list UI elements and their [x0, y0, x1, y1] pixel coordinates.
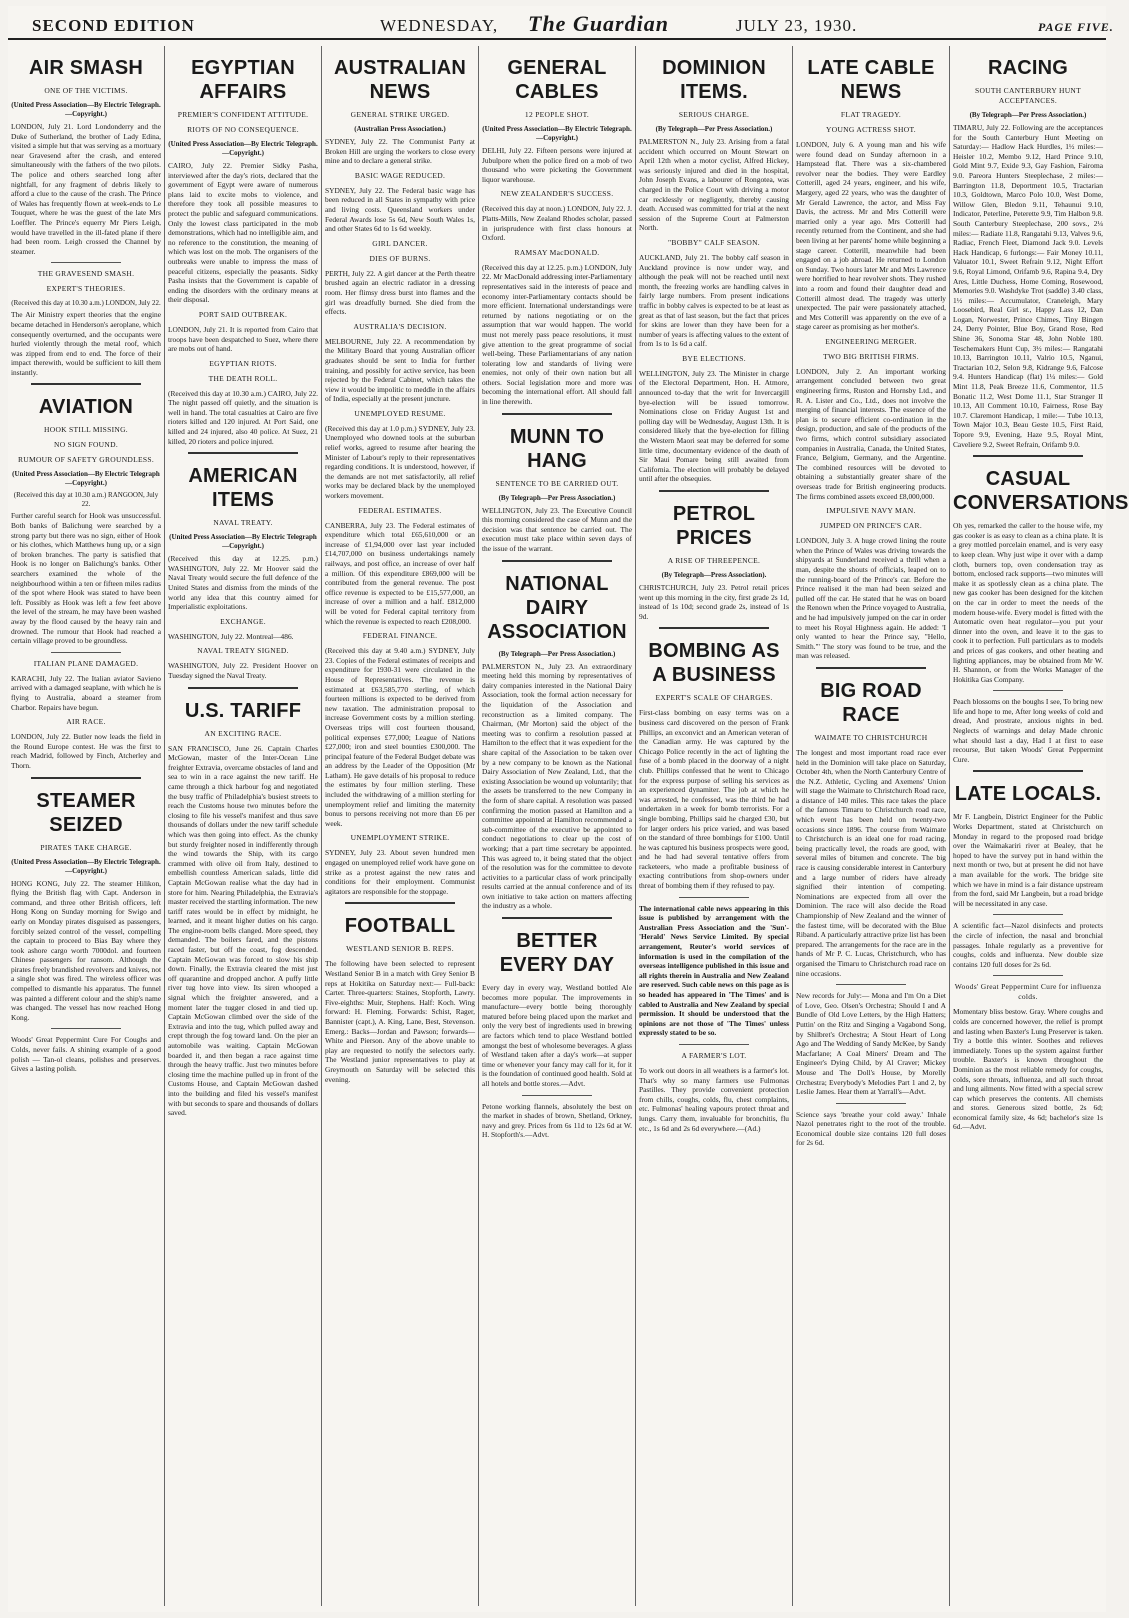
subhead: ONE OF THE VICTIMS. [44, 86, 128, 95]
subhead: ENGINEERING MERGER. [825, 336, 917, 346]
page-number: PAGE FIVE. [1038, 20, 1114, 34]
article-body: (Received this day at 1.0 p.m.) SYDNEY, July 23. Unemployed who downed tools at the suburban relief works, agreed to resume after hearing the Minister of Labour's reply to their representatives regarding conditions. It is understood, however, if the demands are not met satisfactorily, all relief works may be declared black by the unemployed workers movement. [325, 423, 475, 501]
divider [31, 383, 141, 385]
subhead: "BOBBY" CALF SEASON. [668, 237, 760, 247]
article-body: First-class bombing on easy terms was on a business card discovered on the person of Frank Phillips, an exconvict and an American veteran of the Canadian army. He was captured by the Chicago Police recently in the act of lighting the fuse of a bomb placed in the doorway of a night club. Phillips confessed that he went to Chicago for the express purpose of selling his services as an experienced dynamiter. The job at which he was arrested, he confessed, was the third he had undertaken in a week for bomb terrorists. For a single bombing, Phillips said he charged £30, but for larger orders his price varied, and was based on the standard of three bombings for £100. Until he was captured his business prospects were good, and he had had several tentative offers from racketeers, who made a profitable business of exacting contributions from shop-owners under threat of bombing them if they refused to pay. [639, 708, 789, 891]
subhead: AN EXCITING RACE. [204, 728, 282, 738]
source-line: (United Press Association—By Electric Telegraph.—Copyright.) [11, 101, 161, 118]
article-body: Mr F. Langbein, District Engineer for the Public Works Department, stated at Christchurch on Monday in regard to the proposed road bridge over the Waimakariri river at Bealey, that he hoped to have the survey put in hand within the next month or two, but at present he did not have a man available for the work. The bridge site which we have in mind is a fair distance upstream from the ford, said Mr Langbein, but a road bridge will be necessitated in any case. [953, 812, 1103, 908]
headline-general-cables: GENERAL CABLES [507, 57, 607, 103]
divider [993, 914, 1063, 915]
article-body: The Air Ministry expert theories that the engine became detached in Henderson's aeroplane, which consequently overturned, and the occupants were hurled violently through the metal roof, which was zipped from end to end. The force of their impact therewith, would be sufficient to kill them instantly. [11, 310, 161, 377]
source-line: (Australian Press Association.) [354, 125, 446, 133]
article-body: SYDNEY, July 22. The Federal basic wage has been reduced in all States in sympathy with price and living costs. Queensland workers under Federal Awards lose 5s 6d, New South Wales 1s, and other States 6d to 1s 6d weekly. [325, 185, 475, 234]
subhead: ITALIAN PLANE DAMAGED. [33, 658, 139, 668]
subhead: TWO BIG BRITISH FIRMS. [823, 351, 919, 361]
column-2 [164, 46, 321, 1606]
divider [502, 917, 612, 919]
column-3 [321, 46, 478, 1606]
headline-egyptian-affairs: EGYPTIAN AFFAIRS [191, 57, 295, 103]
headline-us-tariff: U.S. TARIFF [184, 699, 302, 722]
source-line: (By Telegraph—Per Press Association.) [498, 493, 616, 502]
article-body: (Received this day at 12.25. p.m.) LONDON, July 22. Mr MacDonald addressing inter-Parliamentary representatives said in the interests of peace and economy inter-Parliamentary contacts should be more efficient. International understandings were returned by nations negotiating or on the assumption that war would happen. The world must not merely pass peace resolutions, it must give attention to the great programme of social well-being. These Parliamentarians of any nation tolerating low and standards of living were enemies, not only of their own nation but all others. Social legislation more and more was becoming the international effort. All should fall in line therewith. [482, 262, 632, 407]
headline-late-cable-news: LATE CABLE NEWS [807, 57, 935, 103]
article-body: LONDON, July 3. A huge crowd lining the route when the Prince of Wales was driving towards the shipyards at Sunderland received a thrill when a man, despite the shouts of officials, leaped on to the running-board of the Prince's car. Before the Prince realised it the man had been seized and pulled off the car. He stated that he was on board the Renown when the Prince voyaged to Australia, and he had impulsively jumped on the car in order to meet his Royal Highness again. He added: 'I only wanted to hear the Prince say, "Hello, Smith."' The story was found to be true, and the man was released. [796, 536, 946, 661]
subhead: SOUTH CANTERBURY HUNT ACCEPTANCES. [974, 86, 1082, 105]
article-body: LONDON, July 2. An important working arrangement concluded between two great engineering firms, Ruston and Hornsby Ltd., and R. A. Lister and Co., Ltd., does not involve the merging of financial interests. The essence of the plan is to secure efficient co-ordination in the design, production, and sale of the products of the two firms, which control subsidiary associated companies in Australia, Canada, the United States, France, Belgium, Germany, and the Argentine. The combined resources will be devoted to obtaining a substantially greater share of the overseas trade for British engineering products. The firms combined assets exceed £8,000,000. [796, 366, 946, 501]
article-body: SYDNEY, July 22. The Communist Party at Broken Hill are urging the workers to close every mine and to declare a general strike. [325, 137, 475, 166]
source-line: (United Press Association—By Electric Telegraph—Copyright.) [169, 533, 317, 551]
divider [836, 1103, 906, 1104]
headline-big-road-race: BIG ROAD RACE [820, 679, 922, 726]
column-4 [478, 46, 635, 1606]
source-line: (By Telegraph—Per Press Association.) [498, 649, 616, 658]
subhead: EXPERT'S THEORIES. [46, 284, 126, 294]
article-body: LONDON, July 6. A young man and his wife were found dead on Sunday afternoon in a Hampstead flat. There was a six-chambered revolver near the bodies. They were Eardley Cotterill, aged 24 years, engineer, and his wife, Margery, aged 22 years, who was the daughter of Mr Gerald Lawrence, the actor, and Miss Fay Davis, the actress. Mr and Mrs Cotterill were married only a year ago. Mrs Cotterill had recently returned from the Continent, and she had been living at her parents' home while beginning a stage career. Cotterill, meanwhile had been engaged on a job abroad. He returned to London on Sunday. Two hours later Mr and Mrs Lawrence were horrified to hear revolver shots. They rushed into a room and found their daughter dead and Cotterill almost dead. The tragedy was utterly unexpected. The pair were passionately attached, and Mrs Cotterill was apparently on the eve of a stage career as promising as her mother's. [796, 140, 946, 332]
copyright-notice: The international cable news appearing in this issue is published by arrangement with the Australian Press Association and the 'Sun'-'Herald' News Service Limited. By special arrangement, Reuter's world services of information is used in the compilation of the overseas intelligence published in this issue and all rights therein in Australia and New Zealand are reserved. Such cable news on this page as is so headed has appeared in 'The Times' and is cabled to Australia and New Zealand by special permission. It should be understood that the opinions are not those of 'The Times' unless expressly stated to be so. [639, 903, 789, 1038]
subhead: 12 PEOPLE SHOT. [524, 110, 590, 119]
subhead: AIR RACE. [66, 717, 106, 727]
subhead: EXCHANGE. [220, 616, 266, 626]
poem-advertisement: Peach blossoms on the boughs I see, To bring new life and hope to me, After long weeks of cold and dread, And prostrate, anxious nights in bed. Neglects of warnings and delay Made chronic what should last a day, Had I at first to ease recourse, But taken Woods' Great Peppermint Cure. [953, 697, 1103, 764]
article-body: MELBOURNE, July 22. A recommendation by the Military Board that young Australian officer graduates should be sent to India for further training, and possibly for active service, has been rejected by the Federal Cabinet, which takes the view it would be impolitic to meddle in the affairs of India, especially at the present juncture. [325, 336, 475, 404]
article-body: (Received this day at 12.25. p.m.) WASHINGTON, July 22. Mr Hoover said the Naval Treaty would secure the full defence of the United States and dismiss from the minds of the world any idea that this country aimed for Imperialistic exploitations. [168, 554, 318, 612]
article-body: WELLINGTON, July 23. The Minister in charge of the Electoral Department, Hon. H. Atmore, announced to-day that the writ for Invercargill bye-election will be issued tomorrow. Nominations close on Friday August 1st and polling day will be Wednesday, August 13th. It is considered likely that the bye-election for filling the Western Maori seat may be deferred for some little time, documentary evidence of the death of Sir Maui Pomare being still awaited from California. The election will probably be delayed until after the obsequies. [639, 368, 789, 484]
headline-aviation: AVIATION [38, 396, 134, 419]
article-body: LONDON, July 21. Lord Londonderry and the Duke of Sutherland, the brother of Lady Edina, visited a simple hut that was serving as a mortuary near Gravesend after the crash, and entered simultaneously with the fathers of the two pilots. The police and others searched long after nightfall, for any fragment of debris likely to afford a clue to the cause of the crash. The Prince of Wales has frequently flown at week-ends to Le Touquet, where he was the guest of the late Mrs Loeffler. The Prince's equerry Mr Piers Leigh, would have travelled in the ill-fated plane if there had been room. Leigh crossed the Channel by steamer. [11, 122, 161, 256]
divider [836, 984, 906, 985]
article-body: LONDON, July 22. Butler now leads the field in the Round Europe contest. He was the first to reach Madrid, followed by Finch, Atcherley and Thorn. [11, 732, 161, 770]
subhead: THE DEATH ROLL. [208, 373, 278, 383]
headline-american-items: AMERICAN ITEMS [188, 465, 298, 512]
edition-label: SECOND EDITION [32, 16, 195, 35]
divider [659, 627, 769, 629]
headline-late-locals: LATE LOCALS. [954, 783, 1102, 806]
divider [993, 975, 1063, 976]
article-body: TIMARU, July 22. Following are the acceptances for the South Canterbury Hunt Meeting on Saturday:— Hadlow Hack Hurdles, 1½ miles:— Heisler 10.2, Membo 9.12, Hard Prince 9.10, Gold Mint 9.7, Exide 9.3, Gay Fashion, Fairoma 9.0. Pareora Hunters Steeplechase, 2 miles:— Barrington 11.8, Deportment 10.5, Tractarian 10.3, Goldtown, Marco Polo 10.0, West Dome, Willow Glen, Bledon 9.11, Tehaunui 9.10, Indicator, Peterline, Peterette 9.9, Tim Halbon 9.8. South Canterbury Steeplechase, 200 sovs., 2¼ miles:— Radiate 11.8, Rangatahi 9.13, Valves 9.6, Radiac, French Fleet, Diamond Jack 9.0. Levels Hack Handicap, 6 furlongs:— Fair Money 10.11, Valuator 10.1, Sweet Refrain 9.12, Night Effort 9.6, Royal Limond, Orifamb 9.6, Rapina 9.4, Dry Ares, Little Duchess, Home Coming, Rosewood, Memories 9.0. Washdyke Trot (saddle) 3.40 class, 1½ miles:— Accumulator, Craneleigh, Mary Loosebird, Real Girl sr., Happy Lass 12, Dan Logan, Norwester, Prince Chimes, Tiny Bingen 24, Derry Pointer, Blue Boy, Grand Rose, Red Shine 36, Sonoma Star 48, John Noble 180. Teschemakers Hunt Cup, 3½ miles:— Rangatahi 10.13, Barrington 10.11, Valrio 10.5, Nganui, Tractarian 10.2, Selon 9.8, Kidrange 9.6, Falcose 9.4. Hunters Handicap (flat) 1¼ miles:— Gold Mint 11.8, Peak Breeze 11.6, Commentor, 11.5 Bonatic 11.2, West Dome 11.1, Star Stranger II 10.13, All Comment 10.10, Fairness, Rose Bay 10.7. Claremont Handicap, 1 mile:— Tube 10.13, Town Major 10.3, Beau Geste 10.5, First Raid, Topore 9.9, Evening, Haze 9.5, Royal Mint, Caveliere 9.2, Sweet Refrain, Orifamb 9.0. [953, 123, 1103, 449]
subhead: FEDERAL ESTIMATES. [358, 505, 442, 515]
subhead: HOOK STILL MISSING. [44, 425, 128, 435]
subhead: DIES OF BURNS. [369, 253, 431, 263]
article-body: CHRISTCHURCH, July 23. Petrol retail prices went up this morning in the city, first grade 2s 1d, instead of 1s 10d; second grade 2s, instead of 1s 9d. [639, 583, 789, 621]
divider [188, 452, 298, 454]
subhead: NEW ZEALANDER'S SUCCESS. [500, 189, 614, 199]
article-body: PALMERSTON N., July 23. Arising from a fatal accident which occurred on Mount Stewart on April 12th when a motor cyclist, Alfred Hickey, was seriously injured and died in the hospital, John Joseph Evans, a labourer of Rongotea, was charged in the Police Court with driving a motor car recklessly or negligently, thereby causing death. Accused was committed for trial at the next session of the Supreme Court at Palmerston North. [639, 137, 789, 233]
advertisement: Momentary bliss bestow. Gray. Where coughs and colds are concerned however, the relief is prompt and lasting when Baxter's Lung Preserver is taken. Try a bottle this winter. Soothes and relieves immediately. Tones up the system against further trouble. Baxter's is known throughout the Dominion as the most reliable remedy for coughs, colds, sore throats, influenza, and all such throat and lung ailments. Now fitted with a special screw cap which preserves the contents. All chemists and stores. Generous sized bottle, 2s 6d; economical family size, 4s 6d; bachelor's size 1s 6d.—Advt. [953, 1007, 1103, 1132]
headline-bombing-business: BOMBING AS A BUSINESS [648, 640, 780, 687]
headline-better-every-day: BETTER EVERY DAY [499, 930, 615, 977]
advertisement: To work out doors in all weathers is a farmer's lot. That's why so many farmers use Fulmonas Pastilles. They provide convenient protection from chills, coughs, colds, flu, chest complaints, etc. Fulmonas' healing vapours protect throat and lungs. Carry them, invaluable for bronchitis, flu etc., 1s 6d and 2s 6d everywhere.—(Ad.) [639, 1065, 789, 1133]
article-body: (Received this day at noon.) LONDON, July 22. J. Platts-Mills, New Zealand Rhodes scholar, passed in jurisprudence with first class honours at Oxford. [482, 204, 632, 243]
headline-petrol-prices: PETROL PRICES [672, 503, 756, 549]
divider [816, 667, 926, 669]
subhead: UNEMPLOYED RESUME. [354, 408, 446, 418]
subhead: NAVAL TREATY. [213, 518, 273, 528]
subhead: A FARMER'S LOT. [681, 1050, 747, 1060]
divider [345, 902, 455, 904]
subhead: NAVAL TREATY SIGNED. [197, 646, 289, 656]
newspaper-page [8, 6, 1129, 1612]
headline-munn-to-hang: MUNN TO HANG [509, 425, 605, 472]
column-5 [635, 46, 792, 1606]
divider [31, 777, 141, 779]
subhead: IMPULSIVE NAVY MAN. [826, 506, 916, 516]
masthead [8, 6, 1114, 40]
headline-dominion-items: DOMINION ITEMS. [662, 57, 766, 103]
weekday-label: WEDNESDAY, [380, 16, 499, 35]
source-line: (United Press Association—By Electric Telegraph.—Copyright.) [11, 857, 161, 875]
subhead: GIRL DANCER. [372, 238, 428, 248]
article-body: Further careful search for Hook was unsuccessful. Both banks of Balichung were searched by a strong party but there was no sign, either of Hook or his clothes, which Matthews hung up, or a sign of broken branches. The party is satisfied that Hook is no longer on Balichung's banks. Other searchers examined the whole of the neighbourhood within a ten or fifteen miles radius of the spot where Hook was stated to have been left. Possibly as Hook was left a few feet above the level of the stream, he may have been washed away by the flood caused by the heavy rain and drowned. The rumour that Hook had reached a certain village proved to be groundless. [11, 511, 161, 646]
subhead: RIOTS OF NO CONSEQUENCE. [187, 125, 299, 134]
source-line: (By Telegraph—Per Press Association.) [655, 125, 773, 133]
subhead: SENTENCE TO BE CARRIED OUT. [495, 478, 619, 488]
article-body: SYDNEY, July 23. About seven hundred men engaged on unemployed relief work have gone on strike as a protest against the new rates and conditions for their employment. Communist agitators are responsible for the stoppage. [325, 848, 475, 896]
article-body: PERTH, July 22. A girl dancer at the Perth theatre brushed again an electric radiator in a dressing room. Her flimsy dress burst into flames and the girl was dreadfully burned. She died from the effects. [325, 268, 475, 317]
article-body: (Received this day at 10.30 a.m.) CAIRO, July 22. The night passed off quietly, and the situation is well in hand. The total casualties at Cairo are five rioters killed and 120 injured. At Port Said, one killed and 24 injured, also 40 police. At Suez, 21 killed, 20 rioters and police injured. [168, 388, 318, 446]
divider [973, 770, 1083, 772]
subhead: FEDERAL FINANCE. [362, 631, 438, 641]
subhead: FLAT TRAGEDY. [840, 110, 902, 119]
article-body: KARACHI, July 22. The Italian aviator Savieno arrived with a damaged seaplane, with which he is flying to Australia, aboard a steamer from Charbor. Repairs have begun. [11, 673, 161, 712]
subhead: GENERAL STRIKE URGED. [350, 110, 450, 119]
divider [502, 560, 612, 562]
subhead: NO SIGN FOUND. [54, 440, 118, 450]
subhead: PORT SAID OUTBREAK. [198, 309, 288, 319]
divider [679, 897, 749, 898]
headline-national-dairy: NATIONAL DAIRY ASSOCIATION [487, 572, 627, 643]
advertisement-heading: Woods' Great Peppermint Cure for influenza colds. [954, 982, 1102, 1002]
divider [679, 1044, 749, 1045]
divider [659, 490, 769, 492]
column-6 [792, 46, 949, 1606]
article-body: WELLINGTON, July 23. The Executive Council this morning considered the case of Munn and the decision was that sentence be carried out. The execution must take place within seven days of the issue of the warrant. [482, 505, 632, 554]
issue-date: JULY 23, 1930. [736, 16, 858, 35]
subhead: BYE ELECTIONS. [682, 353, 746, 363]
source-line: (United Press Association—By Electric Telegraph—Copyright.) [12, 470, 160, 488]
article-body: Every day in every way, Westland bottled Ale becomes more popular. The improvements in manufacture—every bottle being thoroughly matured before being placed upon the market and only the very best of ingredients used in brewing are factors which tend to place Westland bottled amongst the best of wholesome beverages. A glass of Westland taken after a day's work—at supper time or whenever your fancy may call for it, for it is the foundation of continued good health. Sold at all hotels and bottle stores.—Advt. [482, 983, 632, 1088]
article-body: CAIRO, July 22. Premier Sidky Pasha, interviewed after the day's riots, declared that the government of Egypt were aware of numerous plans laid to excite mobs to violence, and therefore they took all possible measures to protect the public and safeguard communications. Only the lowest class participated in the mob demonstrations, which had no intelligible aim, and no reference to the constitution, the meaning of which was lost on the mob. The organisers of the outbreaks were unable to impress the mass of peaceful citizens, especially the peasants. Sidky Pasha insists that the Government is capable of ending the disorders with the ordinary means at their disposal. [168, 161, 318, 305]
divider [51, 262, 121, 263]
article-body: DELHI, July 22. Fifteen persons were injured at Jubulpore when the police fired on a mob of two thousand who were picketing the Government liquor warehouse. [482, 146, 632, 184]
article-body: WASHINGTON, July 22. President Hoover on Tuesday signed the Naval Treaty. [168, 661, 318, 680]
subhead: UNEMPLOYMENT STRIKE. [350, 833, 450, 843]
source-line: (United Press Association—By Electric Telegraph.—Copyright.) [168, 140, 318, 157]
article-body: AUCKLAND, July 21. The bobby calf season in Auckland province is now under way, and although the peak will not be reached until next month, the freezing works are handling calves in fairly large numbers. From present indications traffic in bobby calves is expected to be at least as great as that of last season, but the fact that prices for skins are lower than they have been for a number of years is affecting values to the extent of from 1s to 1s 6d a calf. [639, 252, 789, 349]
subhead: PREMIER'S CONFIDENT ATTITUDE. [177, 110, 309, 119]
article-body: Oh yes, remarked the caller to the house wife, my gas cooker is as easy to clean as a china plate. It is a grey mottled porcelain enamel, and is very easy to keep clean. Why just wipe it over with a damp cloth, burners top, oven condensation tray as bottom, enclosed rack supports—two minutes will make it as spotlessly clean as a china plate. The new gas cooker has been designed for the kitchen on the car in order to meet the needs of the modern house-wife. Every model is fitted with the Automatic oven heat regulator—you put your dinner into the oven, and leave it to the gas to cook it to perfection. Full particulars as to models and prices of gas cookers, and other heating and lighting appliances, may be obtained from Mr W. H. Shannon, or from the Works Manager of the Hokitika Gas Company. [953, 521, 1103, 684]
article-body: The following have been selected to represent Westland Senior B in a match with Grey Senior B reps at Hokitika on Saturday next:— Full-back: Carter. Three-quarters: Staines, Stopforth, Lawry. Five-eighths: Muir, Stephens. Half: Koch. Wing forward: H. Fleming. Forwards: Schist, Rager, Bannister (capt.), A. King, Lane, Best, Stevenson. Emerg.: Backs—Jordan and Pawson; forwards—White and Pierson. Any of the above unable to play are requested to notify the selectors early. The Westland junior representatives to play at Greymouth on Saturday will be selected this evening. [325, 959, 475, 1084]
article-body: (Received this day at 9.40 a.m.) SYDNEY, July 23. Copies of the Federal estimates of receipts and expenditure for 1930-31 were circulated in the House of Representatives. The revenue is estimated at £63,585,770 sterling, of which fourteen millions is expected to be derived from new taxation. The administration proposal to increase Government costs by a million sterling. Overseas trips will cost fourteen thousand, political expenses £77,000; League of Nations £27,000; iron and steel bounties £300,000. The principal feature of the Federal Budget debate was an address by the Leader of the Opposition (Mr Latham). He gave details of his proposal to reduce the estimates by four million sterling. These included the withdrawing of a million sterling for unemployment relief and limiting the maternity bonus to persons receiving not more than £6 per week. [325, 646, 475, 828]
headline-australian-news: AUSTRALIAN NEWS [334, 57, 466, 103]
headline-air-smash: AIR SMASH [28, 57, 144, 79]
dateline: (Received this day at 10.30 a.m.) RANGOON, July 22. [13, 491, 159, 509]
subhead: A RISE OF THREEPENCE. [667, 556, 761, 565]
subhead: BASIC WAGE REDUCED. [354, 170, 446, 180]
subhead: YOUNG ACTRESS SHOT. [826, 125, 916, 134]
divider [51, 652, 121, 653]
source-line: (By Telegraph—Per Press Association.) [969, 111, 1087, 119]
divider [993, 690, 1063, 691]
divider [51, 1028, 121, 1029]
headline-football: FOOTBALL [344, 915, 456, 938]
subhead: EXPERT'S SCALE OF CHARGES. [655, 693, 773, 703]
divider [522, 1095, 592, 1096]
dateline: (Received this day at 10.30 a.m.) LONDON, July 22. [11, 299, 161, 308]
advertisement: A scientific fact—Nazol disinfects and protects the circle of infection, the nasal and bronchial passages. Inhale regularly as a preventive for coughs, colds and influenza. New double size contains 120 full doses for 2s 6d. [953, 921, 1103, 969]
subhead: PIRATES TAKE CHARGE. [40, 842, 132, 852]
article-body: CANBERRA, July 23. The Federal estimates of expenditure which total £65,610,000 or an increase of £1,94,000 over last year included £14,707,000 on business undertakings namely railways, and post office, an increase of over half a million. Of this expenditure £869,000 will be contributed from the general revenue. The post office revenue is expected to be £15,577,000, an increase of over a million and a half. £812,000 will be voted for Federal capital territory from which the revenue is expected to reach £208,000. [325, 520, 475, 626]
subhead: SERIOUS CHARGE. [678, 110, 750, 119]
subhead: AUSTRALIA'S DECISION. [353, 321, 447, 331]
subhead: RUMOUR OF SAFETY GROUNDLESS. [17, 455, 155, 465]
headline-steamer-seized: STEAMER SEIZED [36, 789, 136, 836]
advertisement: Woods' Great Peppermint Cure For Coughs and Colds, never fails. A shining example of a good polish — Tan-ol cleans, polishes and preserves. Gives a lasting polish. [11, 1035, 161, 1074]
article-body: SAN FRANCISCO, June 26. Captain Charles McGowan, master of the Inter-Ocean Line freighter Extravia, overcame obstacles of land and sea to win in a race against the new tariff. He came through a thick harbour fog and negotiated the busy traffic of Philadelphia's busiest streets to reach the Customs house two minutes before the closing to file his vessel's manifest and thus save thousands of dollars under the new tariff schedule which was then going into effect. As the chunky but sturdy freighter nosed in indifferently through the wind towards the Ship, with its cargo crammed with olive oil from Italy, destined to embellish countless American salads, little did Captain McGowan realise what the day had in store for him. Nearing Philadelphia, the Extravia's master received the startling information. The new tariff rates would be in effect by midnight, he learned, and it meant higher duties on his cargo. The engine-room bells clanged. More speed, they demanded. The boilers fared, and the pistons raced faster, but off the coast, fog descended. Captain McGowan was forced to slow his ship down. Finally, the Extravia cleared the mist just off quarantine and dropped anchor. A puffy little river tug hove into view. Its siren whooped a signal which the freighter answered, and a moment later the tugger closed in and tied up. Captain McGowan climbed over the side of the Extravia and into the tug, which pulled away and crept through the fog toward land. On the pier an automobile was waiting. Captain McGowan boarded it, and then began a race against time through the heavy traffic. Just two minutes before closing time the machine pulled up in front of the Customs House, and Captain McGowan dashed into the building and filed his vessel's manifest with but seconds to spare and thousands of dollars saved. [168, 743, 318, 1118]
article-body: New records for July:— Mona and I'm On a Diet of Love, Geo. Olsen's Orchestra; Should I and A Bundle of Old Love Letters, by the High Hatters; Puttin' on the Ritz and Singing a Vagabond Song, by Shilbret's Orchestra; A Stout Heart of Long Ago and The Wedding of Sandy McKee, by Sandy Macfarlane; A Coal Miners' Dream and The Engineer's Dying Child, by Al Craver; Mickey Mouse and The Doll's House, by Morelly Orchestra; Everybody's Melodies Part 1 and 2, by Leslie James. Hear them at Yarrall's—Advt. [796, 991, 946, 1097]
divider [188, 687, 298, 689]
advertisement: Petone working flannels, absolutely the best on the market in shades of brown, Shetland, Orkney, navy and grey. Prices from 6s 11d to 12s 6d at W. H. Stopforth's.—Advt. [482, 1101, 632, 1140]
headline-racing: RACING [987, 57, 1069, 79]
subhead: WESTLAND SENIOR B. REPS. [346, 944, 454, 954]
source-line: (By Telegraph—Press Association). [661, 571, 767, 579]
subhead: THE GRAVESEND SMASH. [37, 269, 135, 279]
subhead: WAIMATE TO CHRISTCHURCH [814, 732, 928, 742]
subhead: JUMPED ON PRINCE'S CAR. [819, 521, 923, 531]
newspaper-title: The Guardian [528, 11, 669, 36]
column-1 [8, 46, 164, 1606]
column-7 [949, 46, 1129, 1606]
divider [502, 413, 612, 415]
article-body: LONDON, July 21. It is reported from Cairo that troops have been despatched to Suez, where there are mobs out of hand. [168, 324, 318, 354]
source-line: (United Press Association—By Electric Telegraph.—Copyright.) [482, 125, 632, 142]
article-body: The longest and most important road race ever held in the Dominion will take place on Saturday, October 4th, when the North Canterbury Centre of the N.Z. Athletic, Cycling and Axemens' Union will stage the Waimate to Christchurch Road race, a distance of 140 miles. This race takes the place of the famous Timaru to Christchurch road race, which event has been held on twenty-two occasions since 1896. The course from Waimate to Christchurch is an ideal one for road racing, being practically level, the roads are good, with several miles of bitumen and concrete. The big race is causing considerable interest in Canterbury and a large number of riders have already signified their intention of competing. Nominations are expected from all over the Dominion. The race will also decide the Road Championship of New Zealand and the winner of the fastest time, will be decorated with the Blue Riband. A particularly attractive prize list has been prepared. The arrangements for the race are in the hands of Mr P. C. Lucas, Christchurch, who has organised the Timaru to Christchurch road race on nine occasions. [796, 747, 946, 978]
subhead: EGYPTIAN RIOTS. [209, 358, 277, 368]
headline-casual-conversations: CASUAL CONVERSATIONS [953, 468, 1129, 515]
article-body: WASHINGTON, July 22. Montreal—486. [168, 631, 294, 641]
divider [973, 455, 1083, 457]
article-body: HONG KONG, July 22. The steamer Hilikon, flying the British flag with Capt. Anderson in command, and three other British officers, left Hong Kong on Sunday morning for Swigo and early on Monday pirates disguised as passengers, forcibly seized control of the vessel, compelling the captain to proceed to Bias Bay where they took ashore cargo worth 7000dol. and fourteen Chinese passengers for ransom. Although the pirates freely brandished revolvers and knives, not a single shot was fired. The wireless officer was compelled to dismantle his apparatus. The funnel was painted a different colour and the ship's name was changed. The vessel has now reached Hong Kong. [11, 878, 161, 1022]
subhead: RAMSAY MacDONALD. [514, 247, 600, 257]
article-body: PALMERSTON N., July 23. An extraordinary meeting held this morning by representatives of dairy companies interested in the National Dairy Association, took the formal action necessary for the liquidation of the Association and reconstruction as a limited company. The Chairman, (Mr Morton) said the object of the meeting was to confirm a resolution passed at Hamilton to the effect that it was expedient for the share capital of the Association to be taken over by a new company to be known as the National Dairy Association of New Zealand, Ltd., that the existing Association be wound up voluntarily; that the assets be transferred to the new Company in the form of share capital. A resolution was passed confirming the motion passed at Hamilton and a committee appointed at Hamilton recommended a sub-committee of the executive be appointed to conduct negotiations to clear up the cost of working; that a part time secretary be appointed. This was agreed to, it being stated that the object of the resolution was for the committee to devote activities to a particular class of work principally results carried at the annual conference and of its own initiative to take action on matters affecting the industry as a whole. [482, 661, 632, 911]
advertisement: Science says 'breathe your cold away.' Inhale Nazol penetrates right to the root of the trouble. Economical double size contains 120 full doses for 2s 6d. [796, 1109, 946, 1148]
